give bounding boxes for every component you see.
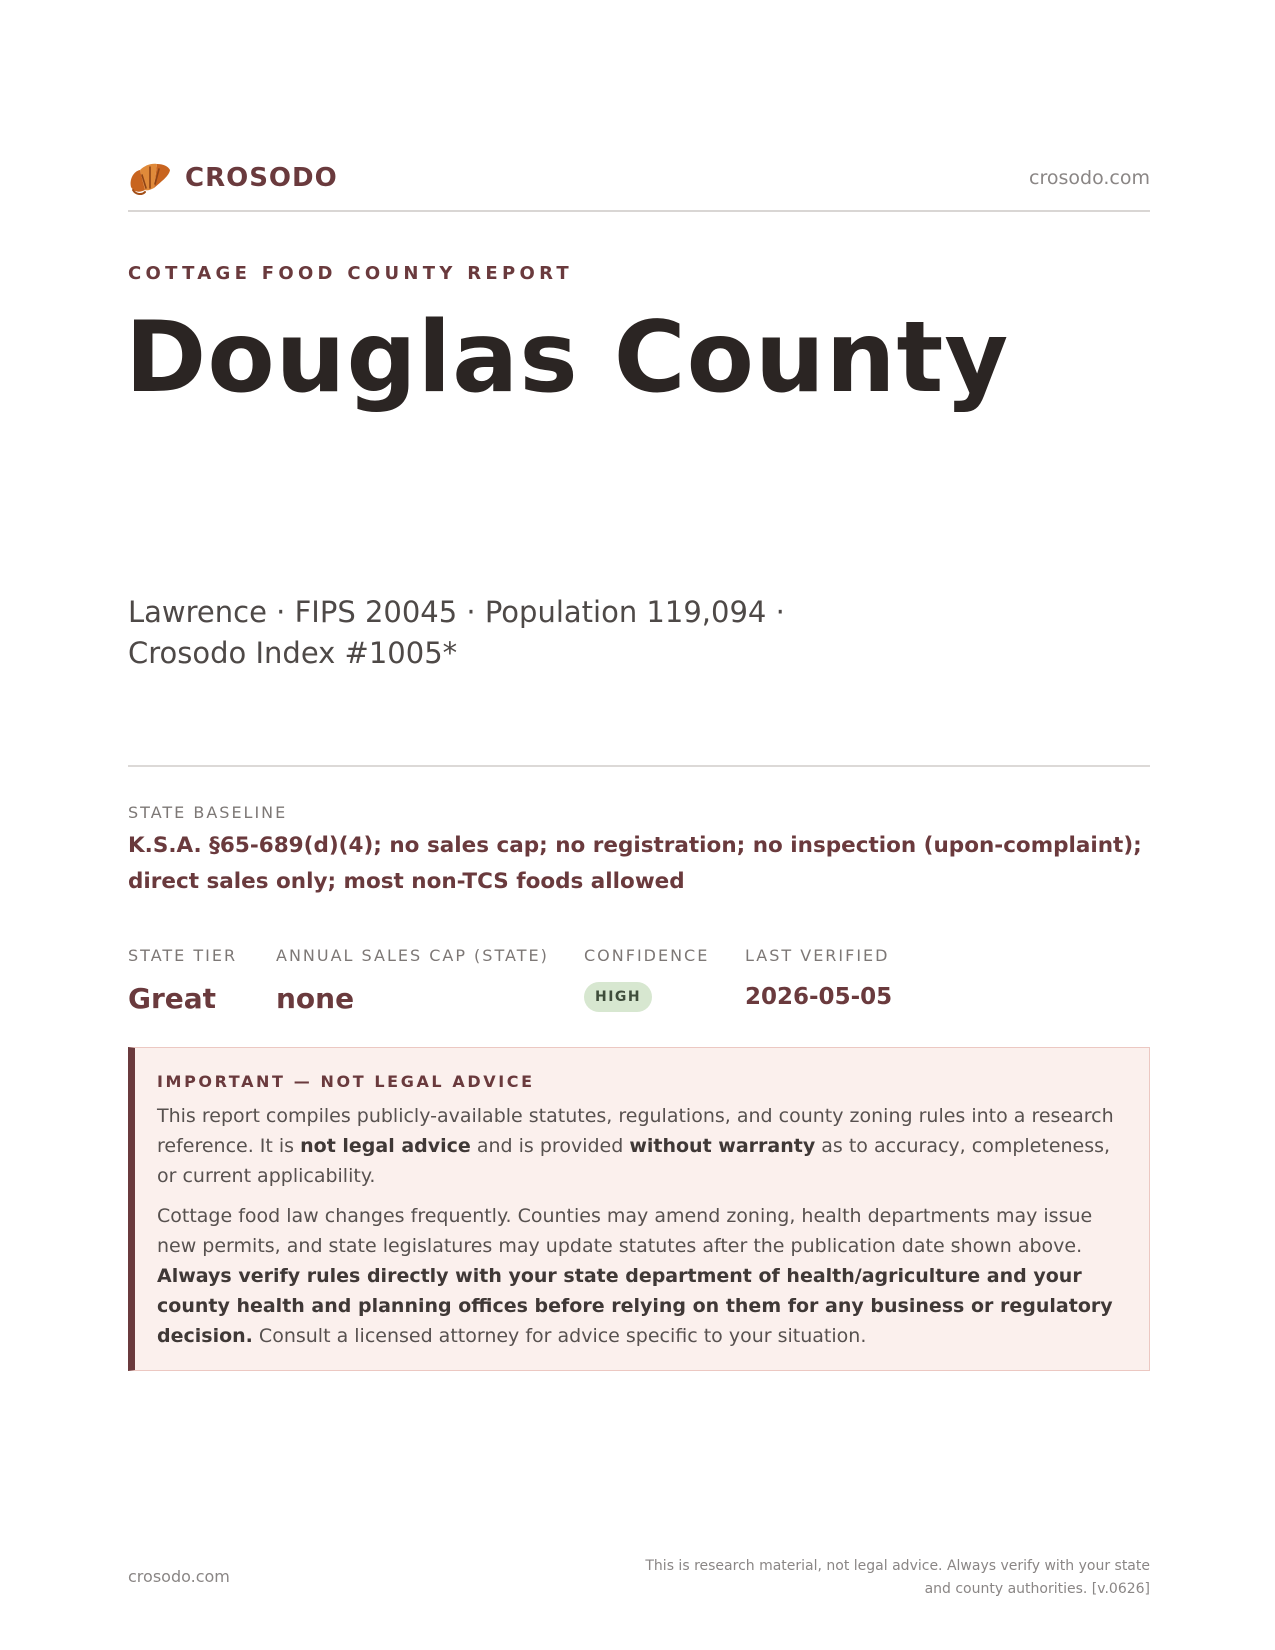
brand-name: CROSODO [185, 163, 338, 193]
footer-site-url[interactable]: crosodo.com [128, 1567, 230, 1586]
state-tier-value: Great [128, 982, 217, 1015]
confidence-badge: HIGH [584, 982, 652, 1012]
report-eyebrow: COTTAGE FOOD COUNTY REPORT [128, 263, 574, 284]
emphasis-without-warranty: without warranty [629, 1135, 816, 1157]
section-divider [128, 765, 1150, 767]
emphasis-not-legal-advice: not legal advice [300, 1135, 471, 1157]
emphasis-verify-rules: Always verify rules directly with your state department of health/agriculture and your county health and planning offices before relying on them for any business or regulatory decision. [157, 1265, 1113, 1347]
footer-disclaimer: This is research material, not legal advice. Always verify with your state and county authorities. [v.0626] [645, 1558, 1150, 1597]
state-baseline-text: K.S.A. §65-689(d)(4); no sales cap; no registration; no inspection (upon-complaint); direct sales only; most non-TCS foods allowed [128, 833, 1142, 894]
state-baseline-label: STATE BASELINE [128, 803, 288, 822]
county-subtitle: Lawrence · FIPS 20045 · Population 119,094 · Crosodo Index #1005* [128, 595, 785, 670]
header-divider [128, 210, 1150, 212]
sales-cap-label: ANNUAL SALES CAP (STATE) [276, 946, 549, 965]
sales-cap-value: none [276, 982, 355, 1015]
stat-last-verified [745, 946, 892, 1010]
croissant-icon [128, 157, 172, 199]
legal-notice-paragraph-1: This report compiles publicly-available statutes, regulations, and county zoning rules into a research reference. It is not legal advice and is provided without warranty as to accuracy, completeness, or current applicability. [157, 1105, 1114, 1187]
stat-state-tier [128, 946, 237, 1015]
state-tier-label: STATE TIER [128, 946, 238, 965]
report-page [125, 0, 1150, 1650]
stat-annual-sales-cap [276, 946, 549, 1015]
legal-notice-title: IMPORTANT — NOT LEGAL ADVICE [157, 1072, 535, 1091]
last-verified-value: 2026-05-05 [745, 984, 893, 1010]
legal-notice-paragraph-2: Cottage food law changes frequently. Counties may amend zoning, health departments may issue new permits, and state legislatures may update statutes after the publication date shown above. Always verify rules directly with your state department of health/agriculture and your county health and planning offices before relying on them for any business or regulatory decision. Consult a licensed attorney for advice specific to your situation. [157, 1205, 1113, 1347]
site-url-link[interactable]: crosodo.com [1029, 167, 1150, 189]
stat-confidence [584, 946, 709, 1012]
confidence-label: CONFIDENCE [584, 946, 710, 965]
last-verified-label: LAST VERIFIED [745, 946, 890, 965]
brand[interactable] [128, 157, 338, 199]
county-title: Douglas County [125, 301, 1010, 415]
legal-notice [128, 1047, 1150, 1371]
